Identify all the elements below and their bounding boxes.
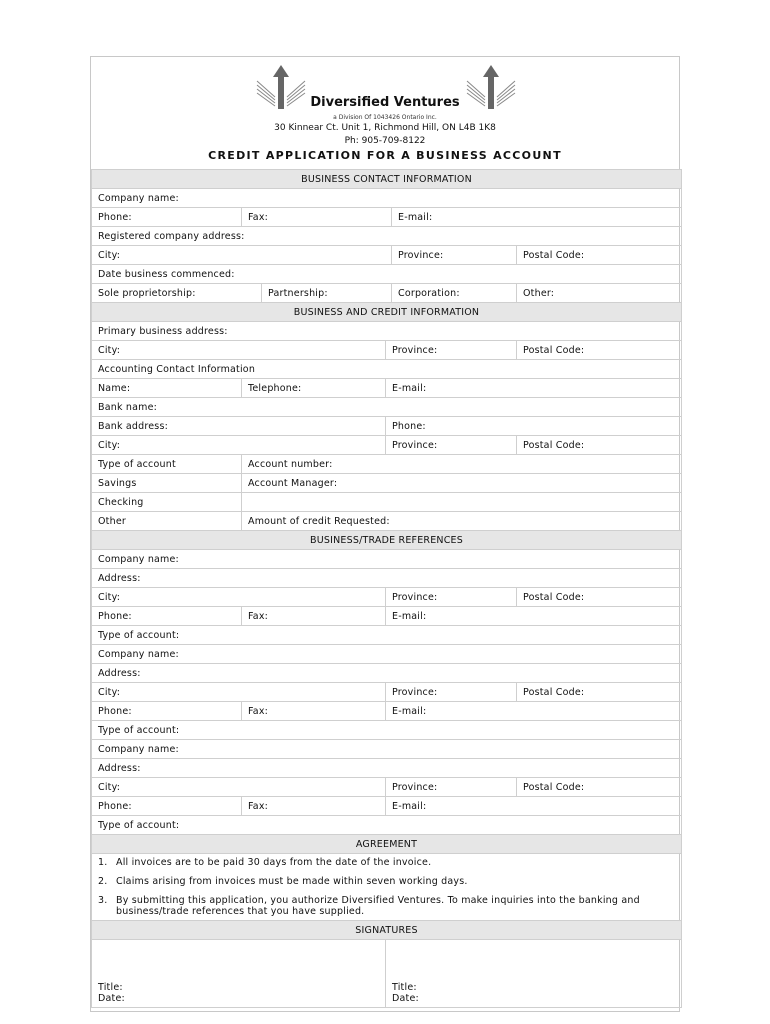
company-name: Diversified Ventures xyxy=(310,95,460,110)
email-field[interactable]: E-mail: xyxy=(386,379,682,398)
document-title: CREDIT APPLICATION FOR A BUSINESS ACCOUNT xyxy=(208,149,562,162)
signature-box-left[interactable] xyxy=(92,940,386,1008)
signature-date-label: Date: xyxy=(392,993,419,1004)
ref-company-name-field[interactable]: Company name: xyxy=(92,740,682,759)
ref-address-field[interactable]: Address: xyxy=(92,569,682,588)
section-agreement: AGREEMENT xyxy=(92,835,682,854)
bank-name-field[interactable]: Bank name: xyxy=(92,398,682,417)
ref-postal-code-field[interactable]: Postal Code: xyxy=(517,588,682,607)
account-manager-field[interactable]: Account Manager: xyxy=(242,474,682,493)
agreement-terms xyxy=(92,854,682,921)
email-field[interactable]: E-mail: xyxy=(392,208,682,227)
company-division: a Division Of 1043426 Ontario Inc. xyxy=(333,114,437,121)
ref-company-name-field[interactable]: Company name: xyxy=(92,645,682,664)
phone-field[interactable]: Phone: xyxy=(92,208,242,227)
signature-title-label: Title: xyxy=(98,982,123,993)
empty-cell xyxy=(242,493,682,512)
agreement-item-text: Claims arising from invoices must be made within seven working days. xyxy=(116,876,468,887)
ref-account-type-field[interactable]: Type of account: xyxy=(92,721,682,740)
signature-title-label: Title: xyxy=(392,982,417,993)
ref-province-field[interactable]: Province: xyxy=(386,683,517,702)
form-fields-table xyxy=(91,169,682,1008)
city-field[interactable]: City: xyxy=(92,436,386,455)
primary-address-field[interactable]: Primary business address: xyxy=(92,322,682,341)
agreement-item-text: By submitting this application, you authorize Diversified Ventures. To make inquiries into the banking and business/trade references that you have supplied. xyxy=(116,895,640,917)
section-trade-references: BUSINESS/TRADE REFERENCES xyxy=(92,531,682,550)
ref-fax-field[interactable]: Fax: xyxy=(242,702,386,721)
other-business-type-field[interactable]: Other: xyxy=(517,284,682,303)
ref-city-field[interactable]: City: xyxy=(92,683,386,702)
section-business-contact: BUSINESS CONTACT INFORMATION xyxy=(92,170,682,189)
form-header xyxy=(91,57,679,169)
bank-phone-field[interactable]: Phone: xyxy=(386,417,682,436)
ref-postal-code-field[interactable]: Postal Code: xyxy=(517,778,682,797)
province-field[interactable]: Province: xyxy=(386,341,517,360)
credit-requested-field[interactable]: Amount of credit Requested: xyxy=(242,512,682,531)
agreement-item: 3. By submitting this application, you authorize Diversified Ventures. To make inquiries into the banking and business/trade references that you have supplied. xyxy=(98,895,675,917)
postal-code-field[interactable]: Postal Code: xyxy=(517,436,682,455)
telephone-field[interactable]: Telephone: xyxy=(242,379,386,398)
ref-email-field[interactable]: E-mail: xyxy=(386,702,682,721)
province-field[interactable]: Province: xyxy=(392,246,517,265)
signature-box-right[interactable] xyxy=(386,940,682,1008)
signature-date-label: Date: xyxy=(98,993,125,1004)
city-field[interactable]: City: xyxy=(92,341,386,360)
sole-proprietorship-field[interactable]: Sole proprietorship: xyxy=(92,284,262,303)
date-commenced-field[interactable]: Date business commenced: xyxy=(92,265,682,284)
ref-province-field[interactable]: Province: xyxy=(386,778,517,797)
postal-code-field[interactable]: Postal Code: xyxy=(517,246,682,265)
ref-account-type-field[interactable]: Type of account: xyxy=(92,816,682,835)
accounting-contact-heading: Accounting Contact Information xyxy=(92,360,682,379)
ref-province-field[interactable]: Province: xyxy=(386,588,517,607)
ref-email-field[interactable]: E-mail: xyxy=(386,607,682,626)
company-address: 30 Kinnear Ct. Unit 1, Richmond Hill, ON L4B 1K8 xyxy=(274,123,496,133)
other-account-option[interactable]: Other xyxy=(92,512,242,531)
city-field[interactable]: City: xyxy=(92,246,392,265)
bank-address-field[interactable]: Bank address: xyxy=(92,417,386,436)
partnership-field[interactable]: Partnership: xyxy=(262,284,392,303)
account-number-field[interactable]: Account number: xyxy=(242,455,682,474)
type-of-account-label: Type of account xyxy=(92,455,242,474)
credit-application-form xyxy=(90,56,680,1012)
section-signatures: SIGNATURES xyxy=(92,921,682,940)
ref-city-field[interactable]: City: xyxy=(92,588,386,607)
registered-address-field[interactable]: Registered company address: xyxy=(92,227,682,246)
agreement-item-text: All invoices are to be paid 30 days from the date of the invoice. xyxy=(116,857,432,868)
ref-company-name-field[interactable]: Company name: xyxy=(92,550,682,569)
name-field[interactable]: Name: xyxy=(92,379,242,398)
ref-address-field[interactable]: Address: xyxy=(92,759,682,778)
ref-fax-field[interactable]: Fax: xyxy=(242,797,386,816)
ref-phone-field[interactable]: Phone: xyxy=(92,702,242,721)
checking-option[interactable]: Checking xyxy=(92,493,242,512)
fax-field[interactable]: Fax: xyxy=(242,208,392,227)
company-name-field[interactable]: Company name: xyxy=(92,189,682,208)
company-phone: Ph: 905-709-8122 xyxy=(344,136,426,146)
ref-phone-field[interactable]: Phone: xyxy=(92,797,242,816)
ref-phone-field[interactable]: Phone: xyxy=(92,607,242,626)
ref-address-field[interactable]: Address: xyxy=(92,664,682,683)
ref-city-field[interactable]: City: xyxy=(92,778,386,797)
ref-email-field[interactable]: E-mail: xyxy=(386,797,682,816)
agreement-item: 1. All invoices are to be paid 30 days from the date of the invoice. xyxy=(98,857,432,868)
province-field[interactable]: Province: xyxy=(386,436,517,455)
agreement-item: 2. Claims arising from invoices must be made within seven working days. xyxy=(98,876,468,887)
savings-option[interactable]: Savings xyxy=(92,474,242,493)
ref-postal-code-field[interactable]: Postal Code: xyxy=(517,683,682,702)
ref-fax-field[interactable]: Fax: xyxy=(242,607,386,626)
section-business-credit: BUSINESS AND CREDIT INFORMATION xyxy=(92,303,682,322)
ref-account-type-field[interactable]: Type of account: xyxy=(92,626,682,645)
corporation-field[interactable]: Corporation: xyxy=(392,284,517,303)
postal-code-field[interactable]: Postal Code: xyxy=(517,341,682,360)
